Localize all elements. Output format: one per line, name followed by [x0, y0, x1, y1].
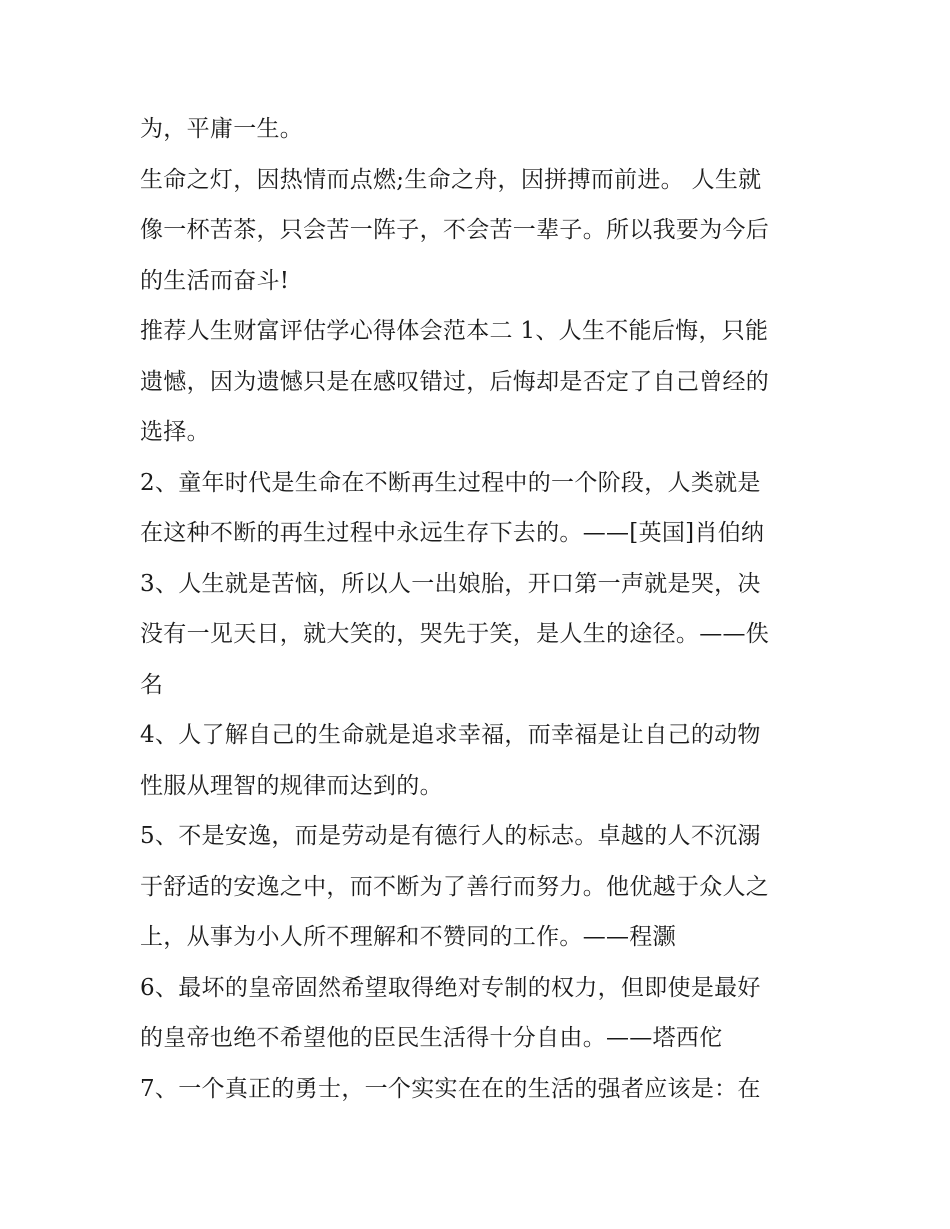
text-line: 6、最坏的皇帝固然希望取得绝对专制的权力，但即使是最好: [140, 974, 761, 1001]
text-line: 5、不是安逸，而是劳动是有德行人的标志。卓越的人不沉溺: [140, 823, 761, 849]
text-line: 生命之灯，因热情而点燃;生命之舟，因拼搏而前进。 人生就: [140, 166, 762, 193]
text-line: 2、童年时代是生命在不断再生过程中的一个阶段，人类就是: [140, 469, 761, 496]
text-line: 的皇帝也绝不希望他的臣民生活得十分自由。——塔西佗: [140, 1025, 723, 1051]
text-line: 3、人生就是苦恼，所以人一出娘胎，开口第一声就是哭，决: [140, 570, 761, 597]
text-line: 4、人了解自己的生命就是追求幸福，而幸福是让自己的动物: [140, 722, 761, 748]
text-line: 像一杯苦茶，只会苦一阵子，不会苦一辈子。所以我要为今后: [140, 217, 770, 243]
text-line: 为，平庸一生。: [140, 116, 304, 142]
text-line: 7、一个真正的勇士，一个实实在在的生活的强者应该是：在: [140, 1075, 761, 1102]
text-line: 在这种不断的再生过程中永远生存下去的。——[英国]肖伯纳: [140, 520, 765, 546]
text-line: 上，从事为小人所不理解和不赞同的工作。——程灏: [140, 924, 676, 950]
text-line: 名: [140, 671, 164, 698]
text-line: 的生活而奋斗!: [140, 267, 290, 294]
text-line: 于舒适的安逸之中，而不断为了善行而努力。他优越于众人之: [140, 873, 770, 900]
text-line: 遗憾，因为遗憾只是在感叹错过，后悔却是否定了自己曾经的: [140, 368, 770, 395]
text-line: 推荐人生财富评估学心得体会范本二 1、人生不能后悔，只能: [140, 318, 769, 344]
text-line: 性服从理智的规律而达到的。: [140, 772, 443, 799]
text-line: 没有一见天日，就大笑的，哭先于笑，是人生的途径。——佚: [140, 621, 770, 647]
text-line: 选择。: [140, 419, 210, 445]
document-body: [140, 104, 820, 1114]
